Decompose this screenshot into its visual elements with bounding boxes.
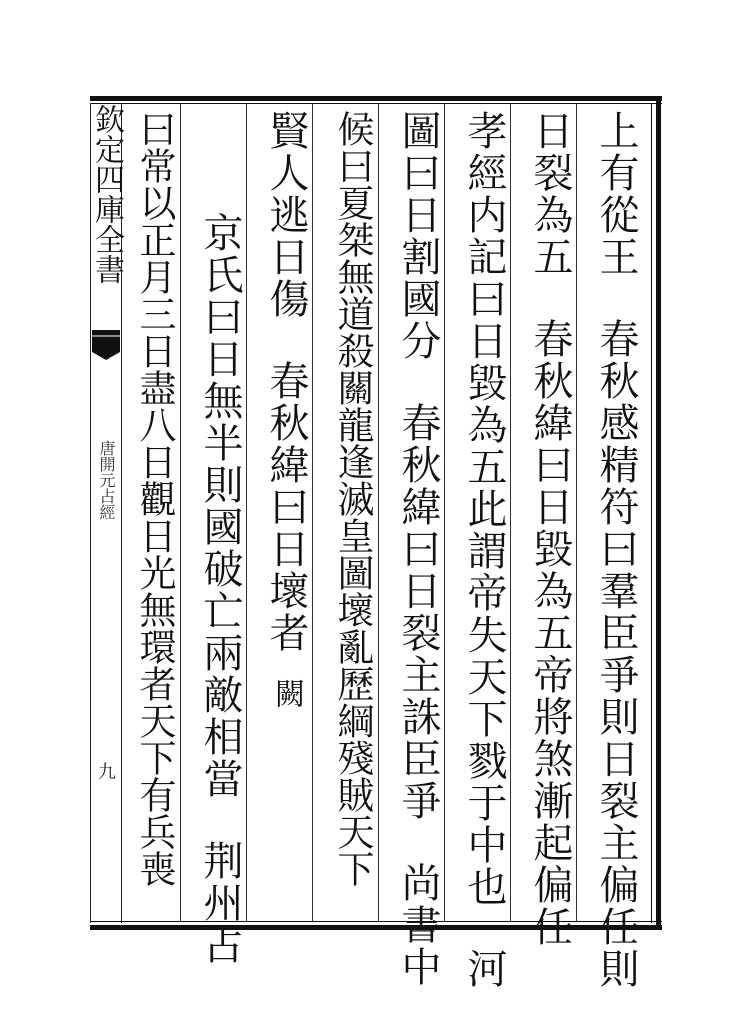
column-4-segment-2: 春秋緯曰日裂主誅臣爭 xyxy=(395,402,441,822)
frame-right-inner-line xyxy=(651,103,652,923)
column-7-segment-1: 京氏曰日無半則國破亡兩敵相當 xyxy=(197,212,243,800)
frame-bottom-border xyxy=(90,925,662,930)
column-3-segment-2: 河 xyxy=(461,948,507,990)
spine-page-number: 九 xyxy=(95,762,116,780)
text-column-2 xyxy=(522,110,578,948)
text-column-7 xyxy=(192,212,248,966)
text-column-1 xyxy=(588,110,644,990)
column-2-segment-1: 日裂為五 xyxy=(527,110,573,278)
column-8-segment-1: 曰常以正月三日盡八日觀日光無環者天下有兵喪 xyxy=(133,110,176,887)
column-6-segment-1: 賢人逃日傷 xyxy=(263,110,309,320)
column-6-segment-2: 春秋緯曰日壞者 xyxy=(263,360,309,654)
column-2-segment-2: 春秋緯曰日毀為五帝將煞漸起偏任 xyxy=(527,318,573,948)
spine-title: 欽定四庫全書 xyxy=(89,104,124,284)
column-7-segment-2: 荆州占 xyxy=(197,840,243,966)
spine-book-title: 唐開元占經 xyxy=(97,440,116,520)
column-1-segment-1: 上有從王 xyxy=(593,110,639,278)
column-6-lacuna-mark: 闕 xyxy=(269,678,304,710)
frame-right-border xyxy=(656,96,661,930)
column-4-segment-1: 圖曰日割國分 xyxy=(395,110,441,362)
text-column-4 xyxy=(390,110,446,988)
column-3-segment-1: 孝經内記曰日毀為五此謂帝失天下戮于中也 xyxy=(461,110,507,908)
text-column-5 xyxy=(324,110,380,920)
column-5-segment-1: 候曰夏桀無道殺關龍逢滅皇圖壞亂歷綱殘賊天下 xyxy=(331,110,374,887)
text-column-6 xyxy=(258,110,314,920)
text-column-3 xyxy=(456,110,512,990)
text-column-8 xyxy=(126,110,182,920)
fish-tail-mark-icon xyxy=(92,330,120,360)
column-4-segment-3: 尚書中 xyxy=(395,862,441,988)
column-1-segment-2: 春秋感精符曰羣臣爭則日裂主偏任則 xyxy=(593,318,639,990)
frame-top-border xyxy=(90,96,662,101)
